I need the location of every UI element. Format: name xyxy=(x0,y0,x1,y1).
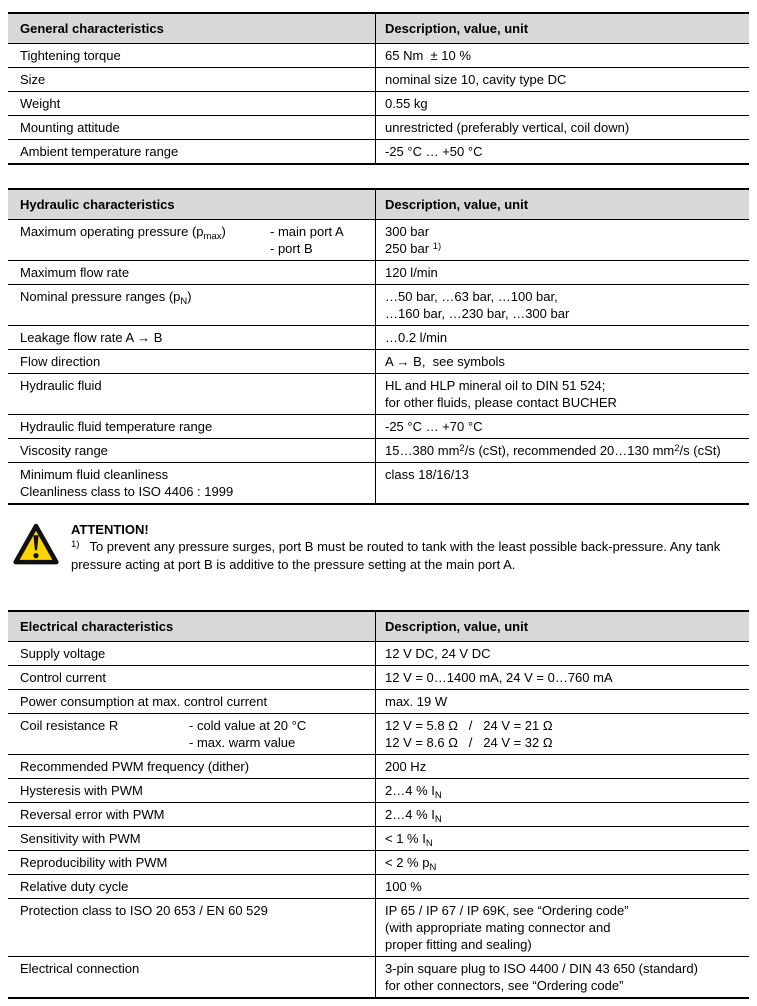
row-label-cell xyxy=(8,439,376,462)
row-value: HL and HLP mineral oil to DIN 51 524; for other fluids, please contact BUCHER xyxy=(385,378,617,410)
row-label: Weight xyxy=(20,96,61,111)
row-value: class 18/16/13 xyxy=(385,467,469,482)
row-label: Hysteresis with PWM xyxy=(20,783,143,798)
table-row xyxy=(8,116,749,140)
row-label: Maximum operating pressure $(p_{max})$ xyxy=(20,224,226,242)
row-label-cell xyxy=(8,827,376,850)
row-value: 12 V DC, 24 V DC xyxy=(385,646,491,661)
row-value: -25 °C … +50 °C xyxy=(385,144,483,159)
row-value-cell xyxy=(376,92,749,115)
row-value-cell xyxy=(376,642,749,665)
table-row xyxy=(8,374,749,415)
table-header-title: Electrical characteristics xyxy=(8,612,376,641)
row-label-cell xyxy=(8,666,376,689)
row-value-cell xyxy=(376,374,749,414)
table-row xyxy=(8,140,749,163)
table-row xyxy=(8,755,749,779)
row-label-cell xyxy=(8,350,376,373)
row-value-cell xyxy=(376,690,749,713)
row-sublabel: - cold value at 20 °C - max. warm value xyxy=(189,718,307,750)
table-row xyxy=(8,690,749,714)
row-value-cell xyxy=(376,439,749,462)
row-value: -25 °C … +70 °C xyxy=(385,419,483,434)
row-label-cell xyxy=(8,803,376,826)
table-row xyxy=(8,92,749,116)
row-value-cell xyxy=(376,957,749,997)
row-label: Relative duty cycle xyxy=(20,879,129,894)
row-label: Supply voltage xyxy=(20,646,106,661)
table-row xyxy=(8,285,749,326)
electrical-characteristics-table xyxy=(8,610,749,999)
row-label-cell xyxy=(8,851,376,874)
row-value-cell xyxy=(376,666,749,689)
row-value: 200 Hz xyxy=(385,759,427,774)
table-header-title: General characteristics xyxy=(8,14,376,43)
row-value-cell xyxy=(376,779,749,802)
row-label: Leakage flow rate A → B xyxy=(20,330,163,345)
table-header-value-col: Description, value, unit xyxy=(385,619,529,634)
row-value-cell xyxy=(376,140,749,163)
table-row xyxy=(8,899,749,957)
row-value-cell xyxy=(376,755,749,778)
row-value: 300 bar 250 bar $^{1)}$ xyxy=(385,224,442,256)
row-label-cell xyxy=(8,220,376,260)
table-row xyxy=(8,326,749,350)
row-value: nominal size 10, cavity type DC xyxy=(385,72,567,87)
attention-title: ATTENTION! xyxy=(71,522,149,537)
table-row xyxy=(8,642,749,666)
row-label: Maximum flow rate xyxy=(20,265,130,280)
row-value-cell xyxy=(376,463,749,503)
row-label: Mounting attitude xyxy=(20,120,120,135)
row-label-cell xyxy=(8,642,376,665)
table-row xyxy=(8,439,749,463)
row-label: Sensitivity with PWM xyxy=(20,831,141,846)
row-value: IP 65 / IP 67 / IP 69K, see “Ordering code” (with appropriate mating connector and proper fitting and sealing) xyxy=(385,903,629,952)
row-value: A → B, see symbols xyxy=(385,354,505,369)
row-value: 0.55 kg xyxy=(385,96,428,111)
table-row xyxy=(8,875,749,899)
row-value-cell xyxy=(376,44,749,67)
row-value-cell xyxy=(376,285,749,325)
table-row xyxy=(8,666,749,690)
row-value: < 2 % $p_N$ xyxy=(385,855,437,873)
general-characteristics-table xyxy=(8,12,749,165)
row-label: Coil resistance R xyxy=(20,718,119,733)
row-value: 120 l/min xyxy=(385,265,438,280)
table-row xyxy=(8,220,749,261)
row-label: Ambient temperature range xyxy=(20,144,179,159)
row-label: Tightening torque xyxy=(20,48,121,63)
row-label-cell xyxy=(8,755,376,778)
table-header-value-col: Description, value, unit xyxy=(385,21,529,36)
table-row xyxy=(8,827,749,851)
row-label: Control current xyxy=(20,670,106,685)
row-label: Flow direction xyxy=(20,354,101,369)
row-label: Minimum fluid cleanliness Cleanliness class to ISO 4406 : 1999 xyxy=(20,467,234,499)
footnote-text: To prevent any pressure surges, port B must be routed to tank with the least possible back-pressure. Any tank pressure acting at port B is additive to the pressure setting at the main port A. xyxy=(71,539,721,572)
row-label-cell xyxy=(8,261,376,284)
row-label-cell xyxy=(8,44,376,67)
table-row xyxy=(8,803,749,827)
row-label-cell xyxy=(8,285,376,325)
row-label-cell xyxy=(8,957,376,997)
row-value: max. 19 W xyxy=(385,694,448,709)
row-value-cell xyxy=(376,350,749,373)
table-row xyxy=(8,44,749,68)
table-row xyxy=(8,350,749,374)
row-value-cell xyxy=(376,803,749,826)
row-label-cell xyxy=(8,68,376,91)
row-label: Power consumption at max. control current xyxy=(20,694,268,709)
table-row xyxy=(8,957,749,997)
row-label-cell xyxy=(8,875,376,898)
row-value-cell xyxy=(376,875,749,898)
table-header-row xyxy=(8,190,749,220)
table-header-title: Hydraulic characteristics xyxy=(8,190,376,219)
table-row xyxy=(8,851,749,875)
table-header-value-col: Description, value, unit xyxy=(385,197,529,212)
row-value: 65 Nm ± 10 % xyxy=(385,48,471,63)
table-row xyxy=(8,714,749,755)
attention-text-block xyxy=(71,519,749,574)
row-label-cell xyxy=(8,463,376,503)
row-value-cell xyxy=(376,415,749,438)
attention-note xyxy=(13,519,749,583)
row-value: 3-pin square plug to ISO 4400 / DIN 43 650 (standard) for other connectors, see “Ordering code” xyxy=(385,961,698,993)
hydraulic-characteristics-table xyxy=(8,188,749,505)
row-label: Hydraulic fluid temperature range xyxy=(20,419,213,434)
table-row xyxy=(8,463,749,503)
table-header-row xyxy=(8,14,749,44)
row-label: Size xyxy=(20,72,46,87)
row-label-cell xyxy=(8,415,376,438)
row-value: 12 V = 0…1400 mA, 24 V = 0…760 mA xyxy=(385,670,613,685)
row-sublabel: - main port A - port B xyxy=(270,224,344,256)
row-label: Reproducibility with PWM xyxy=(20,855,168,870)
row-value: 100 % xyxy=(385,879,422,894)
row-label-cell xyxy=(8,140,376,163)
row-label: Protection class to ISO 20 653 / EN 60 529 xyxy=(20,903,268,918)
row-label-cell xyxy=(8,714,376,754)
warning-triangle-icon xyxy=(13,523,59,569)
row-label: Hydraulic fluid xyxy=(20,378,102,393)
row-value-cell xyxy=(376,899,749,956)
row-value: < 1 % $I_N$ xyxy=(385,831,433,849)
table-row xyxy=(8,68,749,92)
table-row xyxy=(8,261,749,285)
row-label-cell xyxy=(8,779,376,802)
row-label-cell xyxy=(8,116,376,139)
row-value: …50 bar, …63 bar, …100 bar, …160 bar, …230 bar, …300 bar xyxy=(385,289,570,321)
row-value: …0.2 l/min xyxy=(385,330,448,345)
row-label: Reversal error with PWM xyxy=(20,807,165,822)
row-label-cell xyxy=(8,899,376,956)
row-label-cell xyxy=(8,374,376,414)
row-value: unrestricted (preferably vertical, coil down) xyxy=(385,120,630,135)
row-value-cell xyxy=(376,220,749,260)
row-label: Recommended PWM frequency (dither) xyxy=(20,759,250,774)
row-value-cell xyxy=(376,116,749,139)
table-row xyxy=(8,779,749,803)
row-value: 15…380 $mm^2/s$ (cSt), recommended 20…130 $mm^2/s$ (cSt) xyxy=(385,443,721,458)
row-label-cell xyxy=(8,690,376,713)
row-label: Nominal pressure ranges $(p_N)$ xyxy=(20,289,192,307)
row-value: 2…4 % $I_N$ xyxy=(385,783,442,801)
row-label-cell xyxy=(8,326,376,349)
footnote-marker: 1) xyxy=(71,539,80,550)
attention-body xyxy=(71,538,749,574)
row-value-cell xyxy=(376,827,749,850)
row-value-cell xyxy=(376,326,749,349)
table-row xyxy=(8,415,749,439)
row-value: 2…4 % $I_N$ xyxy=(385,807,442,825)
row-value-cell xyxy=(376,851,749,874)
row-value-cell xyxy=(376,714,749,754)
table-header-row xyxy=(8,612,749,642)
row-label: Electrical connection xyxy=(20,961,140,976)
row-value-cell xyxy=(376,261,749,284)
row-value-cell xyxy=(376,68,749,91)
row-label: Viscosity range xyxy=(20,443,108,458)
row-label-cell xyxy=(8,92,376,115)
row-value: 12 V = 5.8 Ω / 24 V = 21 Ω 12 V = 8.6 Ω / 24 V = 32 Ω xyxy=(385,718,553,750)
